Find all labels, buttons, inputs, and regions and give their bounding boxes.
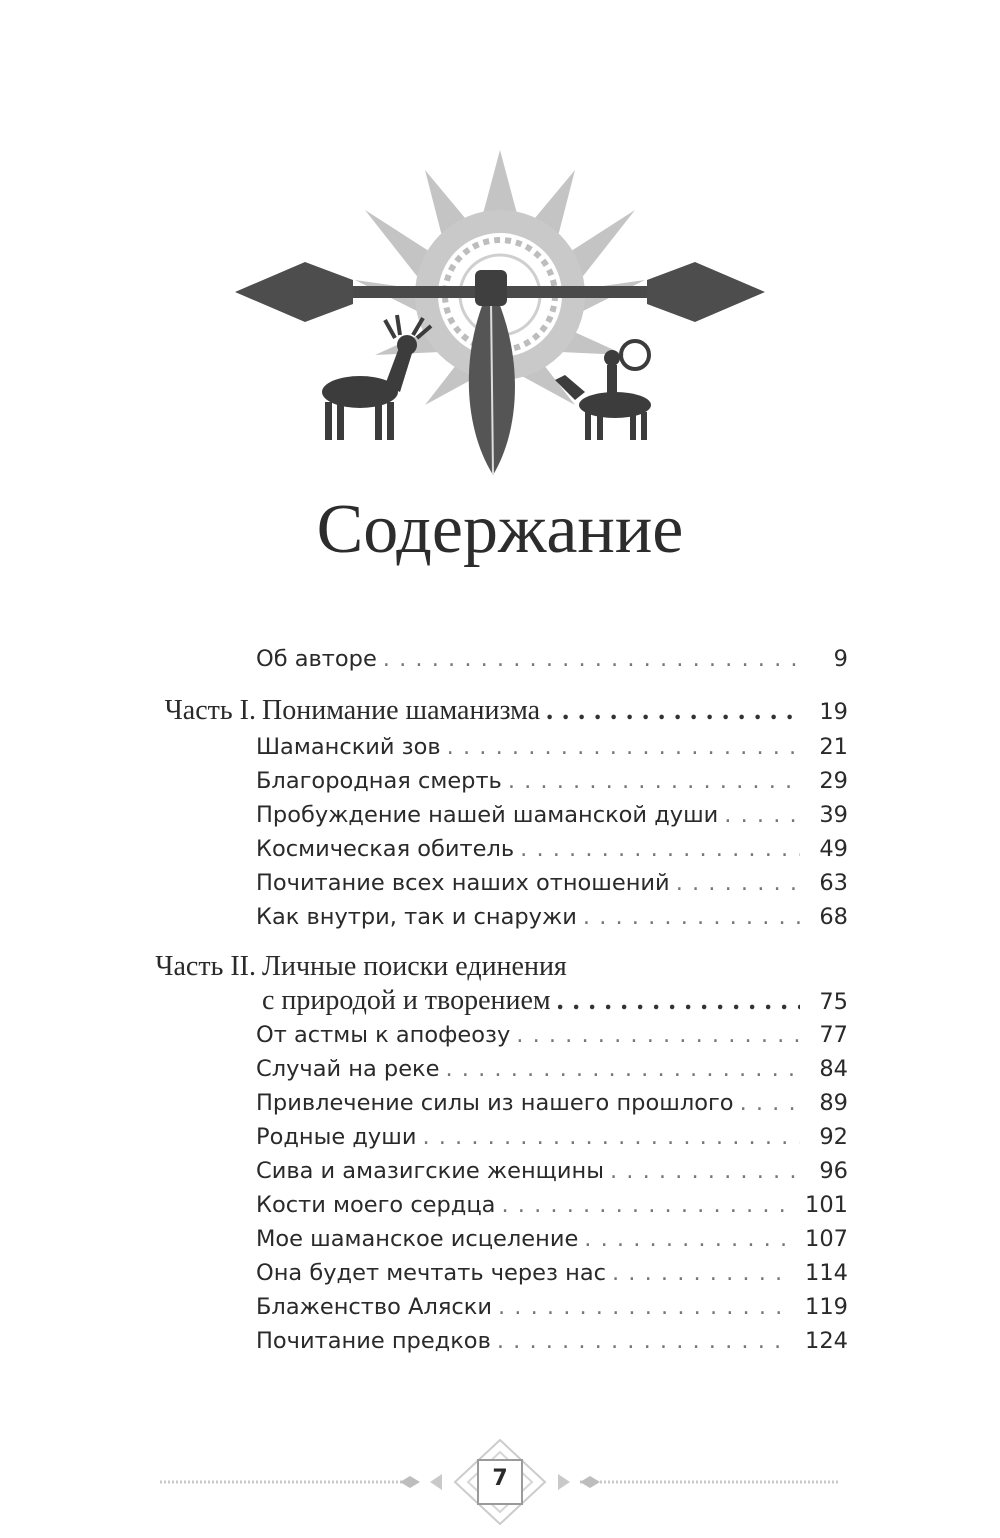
toc-entry-title: Об авторе [256, 646, 377, 672]
toc-entry-page: 68 [819, 904, 848, 930]
toc-entry-title: Она будет мечтать через нас [256, 1260, 606, 1286]
dot-leader [516, 1024, 800, 1047]
toc-entry-title: Космическая обитель [256, 836, 515, 862]
toc-entry[interactable] [256, 770, 848, 793]
toc-entry[interactable] [256, 1058, 848, 1081]
toc-entry-title: Случай на реке [256, 1056, 440, 1082]
toc-entry[interactable] [256, 838, 848, 861]
dot-leader [447, 736, 800, 759]
toc-entry[interactable] [256, 1024, 848, 1047]
toc-entry[interactable] [256, 1228, 848, 1251]
dot-leader [583, 906, 800, 929]
dot-leader [508, 770, 800, 793]
dot-leader [383, 648, 800, 671]
toc-entry-page: 107 [805, 1226, 848, 1252]
toc-part-2[interactable] [118, 953, 848, 1015]
dot-leader [445, 1058, 800, 1081]
dot-leader [546, 697, 800, 725]
dot-leader [740, 1092, 800, 1115]
toc-entry-title: Сива и амазигские женщины [256, 1158, 604, 1184]
toc-entry-title: Благородная смерть [256, 768, 502, 794]
toc-entry-about-author[interactable] [256, 648, 848, 671]
toc-entry-page: 89 [819, 1090, 848, 1116]
toc-part-1[interactable] [118, 697, 848, 725]
dot-leader [422, 1126, 800, 1149]
dot-leader [612, 1262, 791, 1285]
toc-entry[interactable] [256, 906, 848, 929]
toc-entry-title: Почитание предков [256, 1328, 491, 1354]
toc-entry-page: 92 [819, 1124, 848, 1150]
toc-entry[interactable] [256, 1262, 848, 1285]
toc-entry-page: 63 [819, 870, 848, 896]
dot-leader [724, 804, 800, 827]
toc-entry-title: Блаженство Аляски [256, 1294, 492, 1320]
toc-entry[interactable] [256, 1126, 848, 1149]
dot-leader [676, 872, 800, 895]
toc-entry-page: 114 [805, 1260, 848, 1286]
toc-entry-title: Мое шаманское исцеление [256, 1226, 579, 1252]
toc-entry-title: Почитание всех наших отношений [256, 870, 670, 896]
toc-entry-title: Как внутри, так и снаружи [256, 904, 577, 930]
toc-entry-page: 84 [819, 1056, 848, 1082]
toc-entry-page: 101 [805, 1192, 848, 1218]
dot-leader [498, 1296, 791, 1319]
toc-entry-title: От астмы к апофеозу [256, 1022, 511, 1048]
toc-entry-page: 49 [819, 836, 848, 862]
toc-entry-page: 119 [805, 1294, 848, 1320]
toc-entry[interactable] [256, 872, 848, 895]
part-label: Часть I. [164, 695, 256, 726]
page-number: 7 [492, 1466, 508, 1491]
part-title-line-2: с природой и творением [262, 985, 551, 1016]
toc-entry-title: Пробуждение нашей шаманской души [256, 802, 719, 828]
toc-entry[interactable] [256, 1092, 848, 1115]
toc-entry-title: Привлечение силы из нашего прошлого [256, 1090, 734, 1116]
part-title-line-1: Личные поиски единения [262, 951, 567, 982]
toc-entry[interactable] [256, 1296, 848, 1319]
dot-leader [557, 987, 800, 1015]
toc-entry-page: 96 [819, 1158, 848, 1184]
toc-entry[interactable] [256, 736, 848, 759]
toc-entry[interactable] [256, 804, 848, 827]
dot-leader [610, 1160, 800, 1183]
toc-entry-page: 124 [805, 1328, 848, 1354]
page-title: Содержание [316, 491, 684, 568]
part-label: Часть II. [155, 951, 256, 982]
shamanic-emblem-icon [235, 130, 765, 480]
toc-entry[interactable] [256, 1160, 848, 1183]
toc-entry-page: 9 [833, 646, 848, 672]
dot-leader [501, 1194, 791, 1217]
toc-entry-page: 29 [819, 768, 848, 794]
part-page: 75 [819, 989, 848, 1015]
toc-entry-title: Родные души [256, 1124, 417, 1150]
dot-leader [584, 1228, 791, 1251]
toc-entry[interactable] [256, 1330, 848, 1353]
toc-entry-page: 21 [819, 734, 848, 760]
part-title: Понимание шаманизма [262, 695, 541, 726]
toc-entry-title: Кости моего сердца [256, 1192, 496, 1218]
part-page: 19 [819, 699, 848, 725]
toc-entry[interactable] [256, 1194, 848, 1217]
dot-leader [520, 838, 800, 861]
dot-leader [497, 1330, 791, 1353]
toc-entry-page: 39 [819, 802, 848, 828]
toc-entry-title: Шаманский зов [256, 734, 441, 760]
toc-entry-page: 77 [819, 1022, 848, 1048]
